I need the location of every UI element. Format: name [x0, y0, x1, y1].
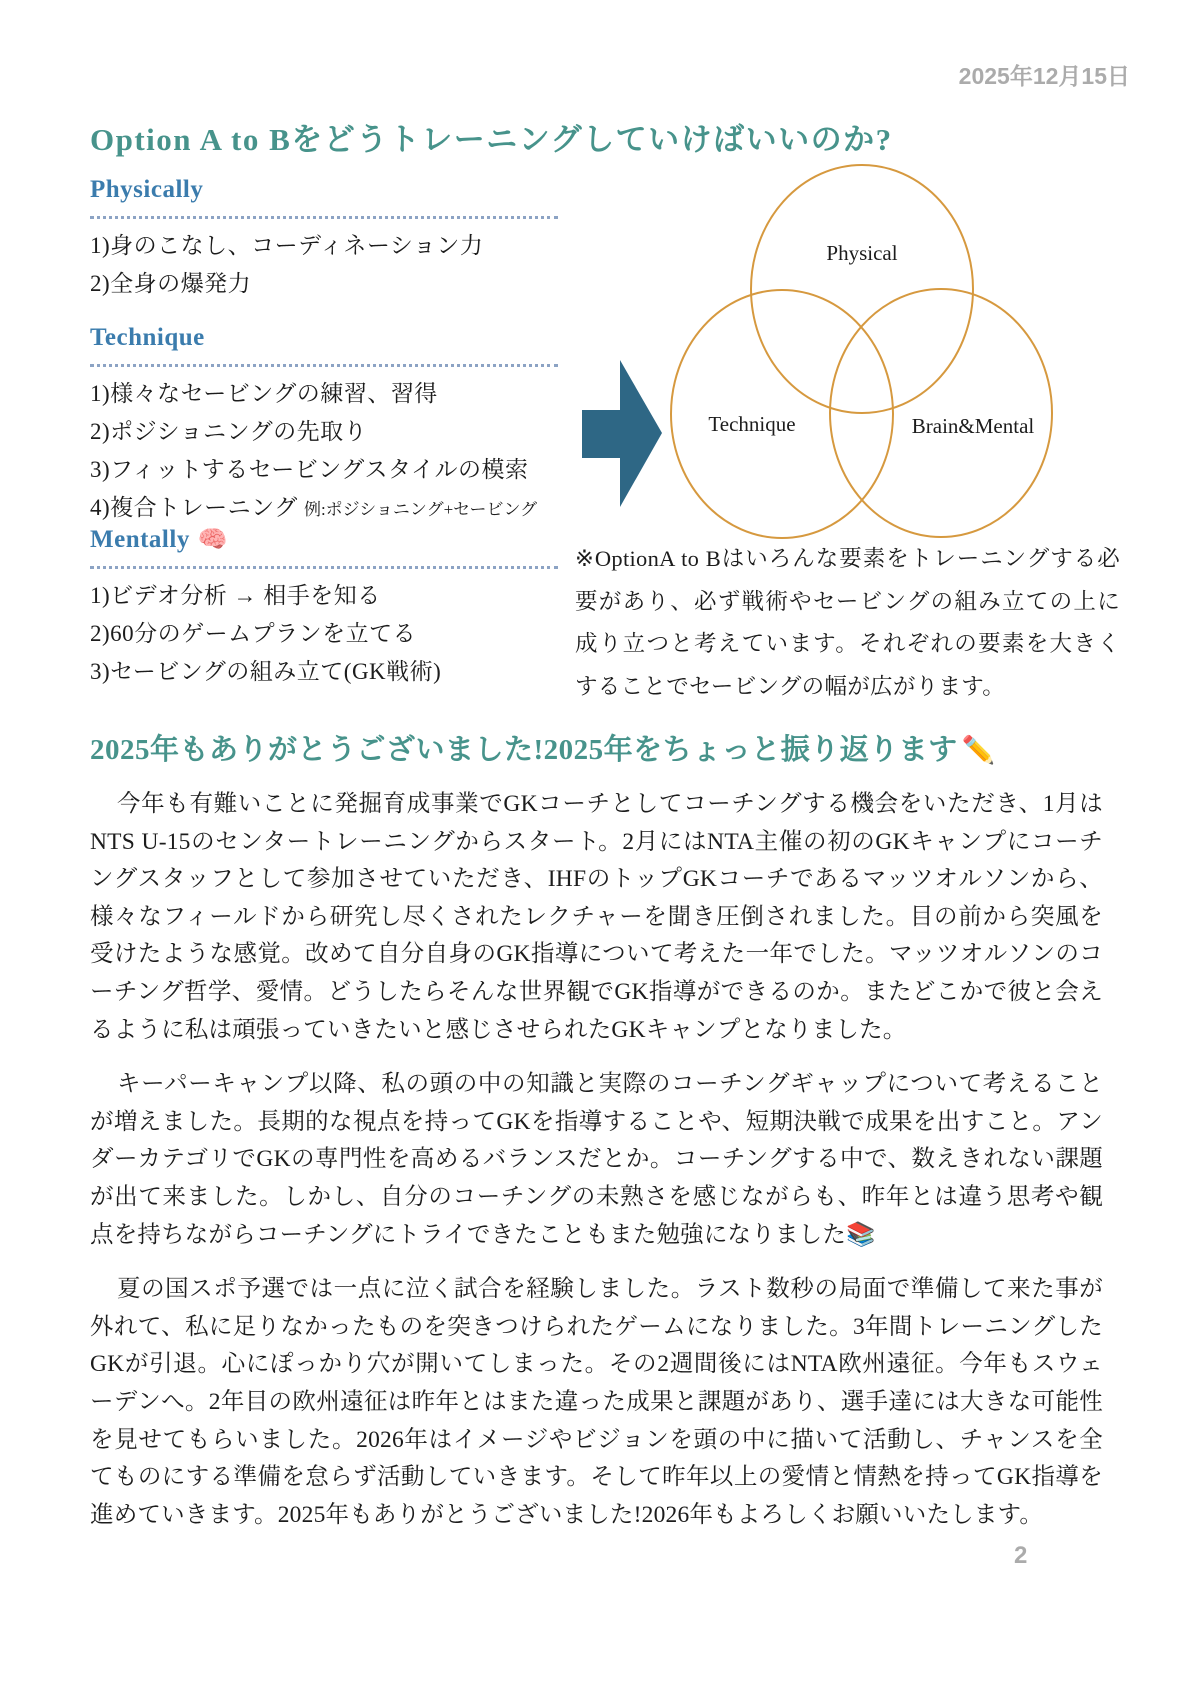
- paragraph: 今年も有難いことに発掘育成事業でGKコーチとしてコーチングする機会をいただき、1月はNTS U-15のセンタートレーニングからスタート。2月にはNTA主催の初のGKキャンプにコーチングスタッフとして参加させていただき、IHFのトップGKコーチであるマッツオルソンから、様々なフィールドから研究し尽くされたレクチャーを聞き圧倒されました。目の前から突風を受けたような感覚。改めて自分自身のGK指導について考えた一年でした。マッツオルソンのコーチング哲学、愛情。どうしたらそんな世界観でGK指導ができるのか。またどこかで彼と会えるように私は頑張っていきたいと感じさせられたGKキャンプとなりました。: [90, 791, 1103, 1043]
- venn-note: ※OptionA to Bはいろんな要素をトレーニングする必要があり、必ず戦術やセービングの組み立ての上に成り立つと考えています。それぞれの要素を大きくすることでセービングの幅が広がります。: [575, 546, 1120, 699]
- list-item-text: 2)ポジショニングの先取り: [90, 419, 368, 444]
- list-item: [90, 489, 590, 529]
- list-item-text: 2)60分のゲームプランを立てる: [90, 621, 417, 646]
- brain-icon: 🧠: [197, 527, 229, 553]
- list-item-text: 4)複合トレーニング: [90, 495, 304, 520]
- list-item: [90, 451, 590, 489]
- list-item-text: 3)セービングの組み立て(GK戦術): [90, 659, 442, 684]
- physically-list: [90, 227, 590, 303]
- pencil-icon: ✏️: [961, 735, 996, 765]
- right-arrow-icon: [582, 360, 662, 507]
- list-item-example: 例:ポジショニング+セービング: [303, 500, 538, 519]
- section-technique: [90, 323, 590, 529]
- dotted-divider: [90, 364, 558, 367]
- list-item-text: 1)様々なセービングの練習、習得: [90, 381, 438, 406]
- paragraph: キーパーキャンプ以降、私の頭の中の知識と実際のコーチングギャップについて考えることが増えました。長期的な視点を持ってGKを指導することや、短期決戦で成果を出すこと。アンダーカテゴリでGKの専門性を高めるバランスだとか。コーチングする中で、数えきれない課題が出て来ました。しかし、自分のコーチングの未熟さを感じながらも、昨年とは違う思考や観点を持ちながらコーチングにトライできたこともまた勉強になりました📚: [90, 1071, 1103, 1248]
- venn-label-brain-mental: Brain&Mental: [911, 414, 1035, 438]
- list-item: [90, 615, 590, 653]
- list-item: [90, 577, 590, 615]
- list-item: [90, 653, 590, 691]
- list-item: [90, 375, 590, 413]
- section-mentally: [90, 525, 590, 691]
- dotted-divider: [90, 566, 558, 569]
- page-title: Option A to Bをどうトレーニングしていけばいいのか?: [90, 122, 893, 157]
- page-date: 2025年12月15日: [958, 63, 1130, 89]
- venn-diagram: [560, 140, 1120, 550]
- section-heading-label: Mentally: [90, 526, 190, 553]
- page-number: 2: [1014, 1542, 1028, 1569]
- venn-label-physical: Physical: [826, 241, 898, 265]
- dotted-divider: [90, 216, 558, 219]
- list-item-text: 2)全身の爆発力: [90, 271, 252, 296]
- list-item: [90, 265, 590, 303]
- section-heading-label: Technique: [90, 324, 205, 351]
- section-heading-mentally: [90, 525, 590, 555]
- venn-label-technique: Technique: [708, 412, 796, 436]
- review-heading: [90, 727, 996, 768]
- section-heading-technique: [90, 323, 590, 353]
- section-heading-physically: [90, 175, 590, 205]
- list-item-text: 3)フィットするセービングスタイルの模索: [90, 457, 529, 482]
- review-body: [90, 786, 1103, 1551]
- list-item: [90, 227, 590, 265]
- list-item-text: 1)ビデオ分析 → 相手を知る: [90, 583, 381, 608]
- list-item-text: 1)身のこなし、コーディネーション力: [90, 233, 484, 258]
- technique-list: [90, 375, 590, 529]
- review-heading-label: 2025年もありがとうございました!2025年をちょっと振り返ります: [90, 734, 958, 766]
- list-item: [90, 413, 590, 451]
- section-physically: [90, 175, 590, 303]
- paragraph: 夏の国スポ予選では一点に泣く試合を経験しました。ラスト数秒の局面で準備して来た事が外れて、私に足りなかったものを突きつけられたゲームになりました。3年間トレーニングしたGKが引退。心にぽっかり穴が開いてしまった。その2週間後にはNTA欧州遠征。今年もスウェーデンへ。2年目の欧州遠征は昨年とはまた違った成果と課題があり、選手達には大きな可能性を見せてもらいました。2026年はイメージやビジョンを頭の中に描いて活動し、チャンスを全てものにする準備を怠らず活動していきます。そして昨年以上の愛情と情熱を持ってGK指導を進めていきます。2025年もありがとうございました!2026年もよろしくお願いいたします。: [90, 1276, 1103, 1528]
- section-heading-label: Physically: [90, 176, 204, 203]
- mentally-list: [90, 577, 590, 691]
